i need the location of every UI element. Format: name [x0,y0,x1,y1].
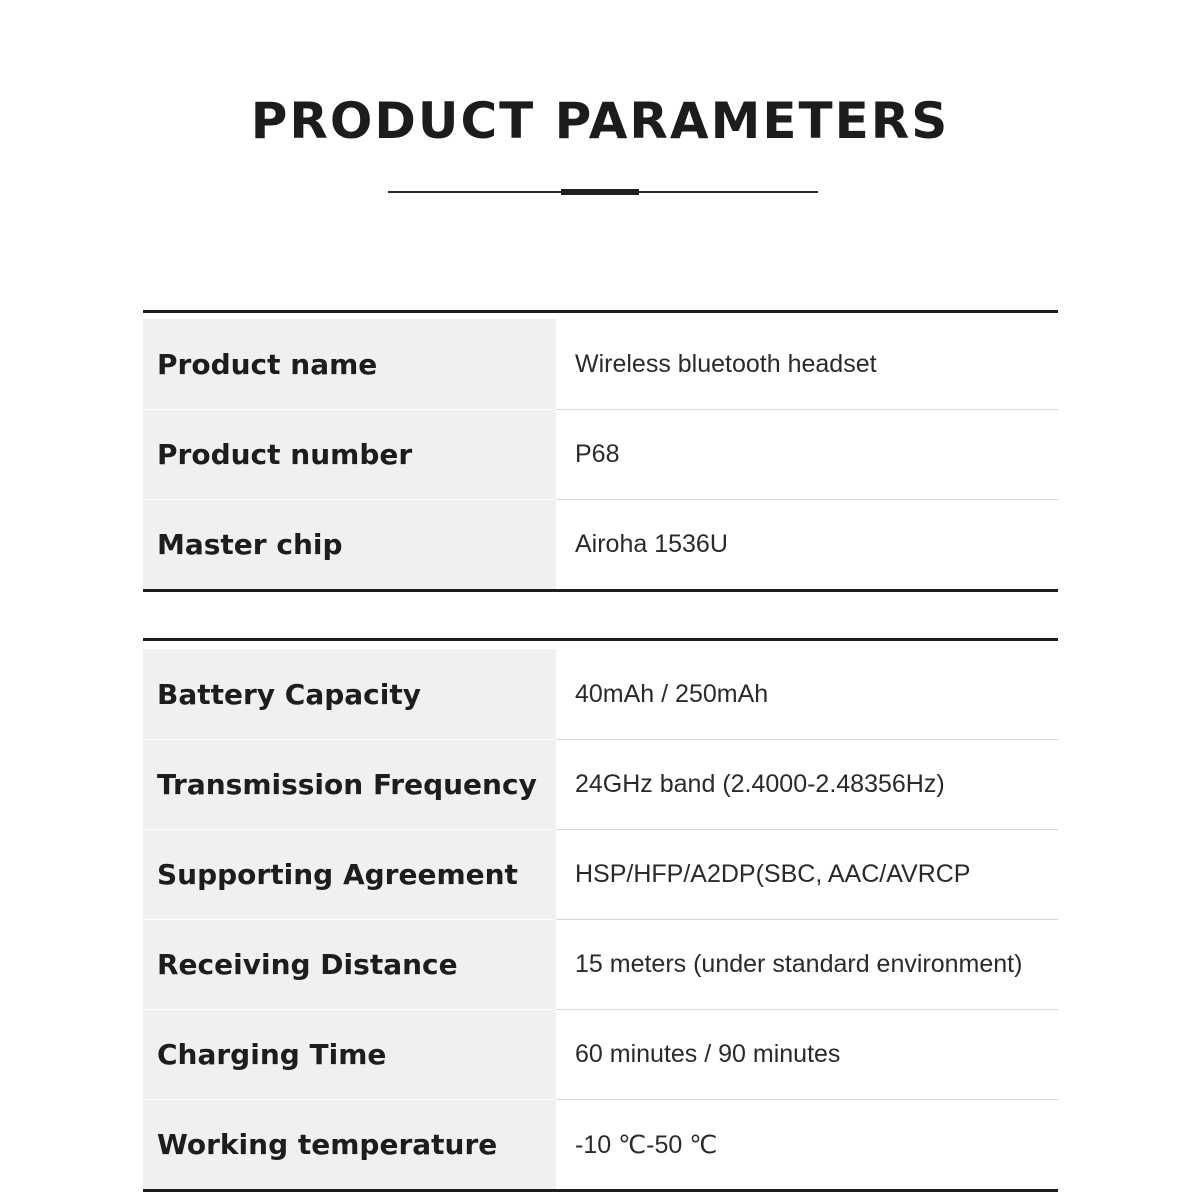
table-row [143,919,1058,1009]
spec-table-basic [143,310,1058,592]
title-divider-accent [561,189,639,195]
spec-label: Battery Capacity [143,649,556,739]
spec-table-technical [143,638,1058,1192]
spec-label: Master chip [143,499,556,589]
spec-value: Wireless bluetooth headset [575,349,877,378]
spec-value: HSP/HFP/A2DP(SBC, AAC/AVRCP [556,829,1058,919]
spec-label: Product number [143,409,556,499]
spec-label: Transmission Frequency [143,739,556,829]
spec-value: P68 [556,409,1058,499]
spec-value: 40mAh / 250mAh [575,679,769,708]
table-row [143,1009,1058,1099]
page-title: PRODUCT PARAMETERS [250,92,950,150]
table-row [143,499,1058,589]
table-row [143,649,1058,739]
table-row [143,739,1058,829]
spec-label: Receiving Distance [143,919,556,1009]
spec-label: Charging Time [143,1009,556,1099]
table-row [143,829,1058,919]
spec-value: -10 ℃-50 ℃ [556,1099,1058,1189]
spec-value: 15 meters (under standard environment) [556,919,1058,1009]
spec-label: Working temperature [143,1099,556,1189]
spec-label: Product name [143,319,556,409]
spec-value: Airoha 1536U [556,499,1058,589]
table-row [143,319,1058,409]
table-row [143,1099,1058,1189]
spec-value: 60 minutes / 90 minutes [556,1009,1058,1099]
spec-value: 24GHz band (2.4000-2.48356Hz) [556,739,1058,829]
spec-label: Supporting Agreement [143,829,556,919]
table-row [143,409,1058,499]
